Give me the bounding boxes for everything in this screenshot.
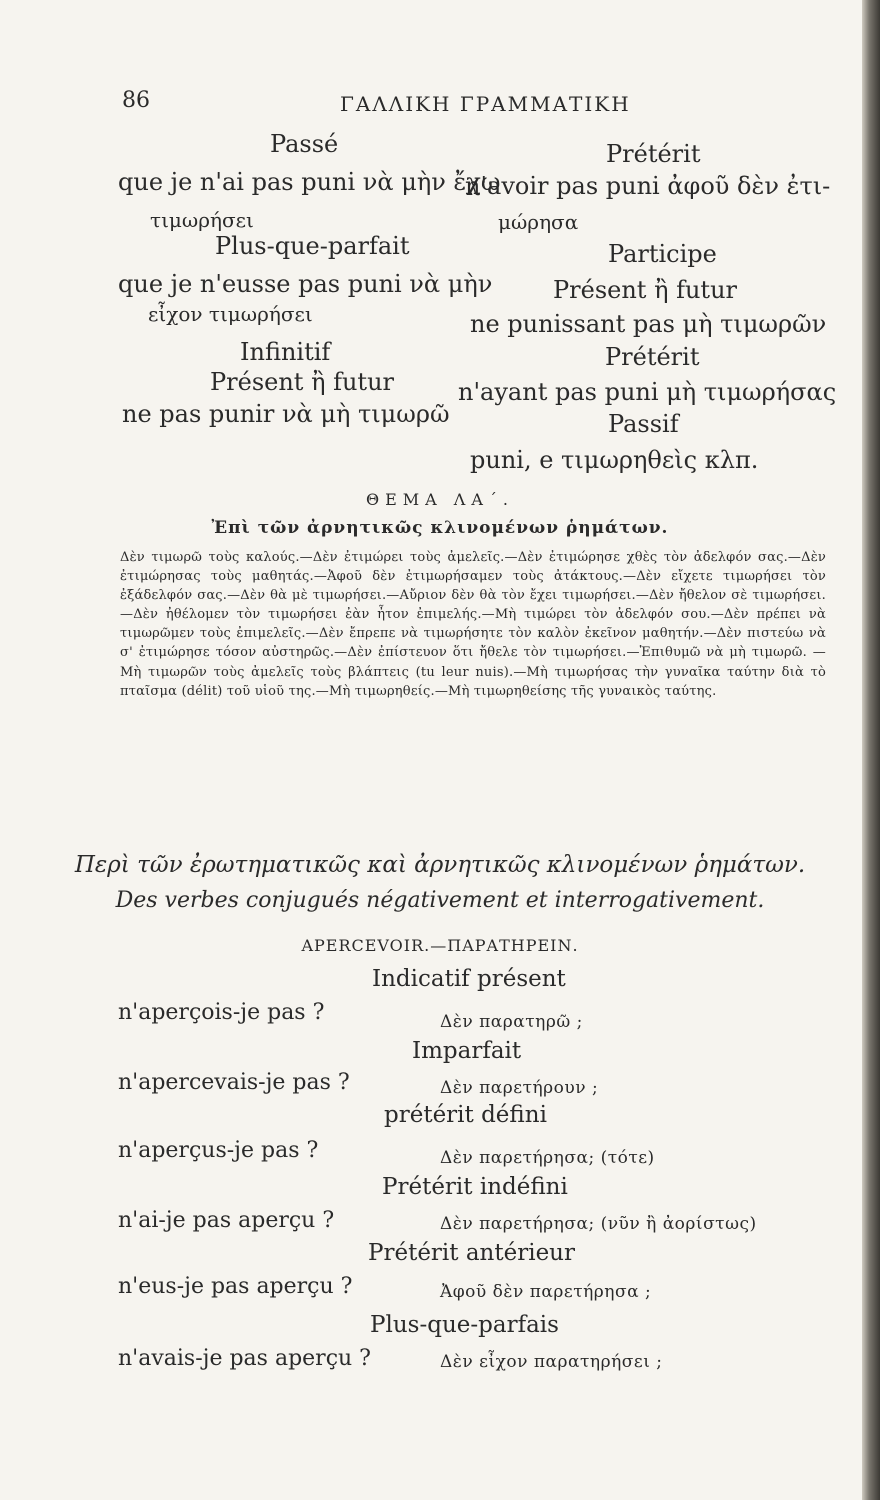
infinitif-label: Infinitif <box>240 338 331 366</box>
ne-punissant: ne punissant pas μὴ τιμωρῶν <box>470 310 827 338</box>
greek-heading: Περὶ τῶν ἐρωτηματικῶς καὶ ἀρνητικῶς κλινομένων ῥημάτων. <box>74 852 806 878</box>
greek-form: Δὲν εἶχον παρατηρήσει ; <box>440 1352 663 1372</box>
french-form: n'apercevais-je pas ? <box>118 1070 350 1095</box>
french-form: n'aperçois-je pas ? <box>118 1000 325 1025</box>
ayant-pas: n'ayant pas puni μὴ τιμωρήσας <box>458 378 837 406</box>
exercise-text: Δὲν τιμωρῶ τοὺς καλούς.—Δὲν ἐτιμώρει τοὺς ἀμελεῖς.—Δὲν ἐτιμώρησε χθὲς τὸν ἀδελφόν σας.—Δὲν ἐτιμώρησας τοὺς μαθητάς.—Ἀφοῦ δὲν ἐτιμωρήσαμεν τοὺς ἀτάκτους.—Δὲν εἴχετε τιμωρήσει τὸν ἐξάδελφόν σας.—Δὲν θὰ μὲ τιμωρήσει.—Αὔριον δὲν θὰ τὸν ἔχει τιμωρήσει.—Δὲν ἤθελον σὲ τιμωρήσει.—Δὲν ἠθέλομεν τὸν τιμωρήσει ἐὰν ἦτον ἐπιμελής.—Μὴ τιμώρει τὸν ἀδελφόν σου.—Δὲν πρέπει νὰ τιμωρῶμεν τοὺς ἐπιμελεῖς.—Δὲν ἔπρεπε νὰ τιμωρήσητε τὸν καλὸν ἐκεῖνον μαθητήν.—Δὲν πιστεύω νὰ σ' ἐτιμώρησε τόσον αὐστηρῶς.—Δὲν ἐπίστευον ὅτι ἤθελε τὸν τιμωρήσει.—Ἐπιθυμῶ νὰ μὴ τιμωρῶ. — Μὴ τιμωρῶν τοὺς ἀμελεῖς τοὺς βλάπτεις (tu leur nuis).—Μὴ τιμωρήσας τὴν γυναῖκα ταύτην διὰ τὸ πταῖσμα (délit) τοῦ υἱοῦ της.—Μὴ τιμωρηθείς.—Μὴ τιμωρηθείσης τῆς γυναικὸς ταύτης. <box>120 550 826 699</box>
ne-pas-punir: ne pas punir νὰ μὴ τιμωρῶ <box>122 400 450 428</box>
greek-form: Δὲν παρετήρησα; (νῦν ἢ ἀορίστως) <box>440 1214 757 1234</box>
tense-label: Imparfait <box>412 1038 522 1064</box>
passe-label: Passé <box>270 130 339 158</box>
tense-label: Prétérit indéfini <box>382 1174 568 1200</box>
french-form: n'ai-je pas aperçu ? <box>118 1208 335 1233</box>
french-form: n'aperçus-je pas ? <box>118 1138 319 1163</box>
puni-line: puni, e τιμωρηθεὶς κλπ. <box>470 446 759 474</box>
page-binding-edge <box>862 0 880 1500</box>
french-form: n'avais-je pas aperçu ? <box>118 1346 371 1371</box>
greek-form: Ἀφοῦ δὲν παρετήρησα ; <box>440 1282 652 1302</box>
exercise-subtitle: Ἐπὶ τῶν ἀρνητικῶς κλινομένων ῥημάτων. <box>211 518 669 538</box>
tense-label: Prétérit antérieur <box>368 1240 575 1266</box>
preterit2-label: Prétérit <box>605 343 700 371</box>
french-heading: Des verbes conjugués négativement et interrogativement. <box>115 888 765 913</box>
french-form: n'eus-je pas aperçu ? <box>118 1274 353 1299</box>
participe-label: Participe <box>608 240 717 268</box>
greek-form: Δὲν παρετήρησα; (τότε) <box>440 1148 655 1168</box>
pqp-cont: εἶχον τιμωρήσει <box>148 302 313 326</box>
greek-form: Δὲν παρετήρουν ; <box>440 1078 599 1098</box>
greek-form: Δὲν παρατηρῶ ; <box>440 1012 583 1032</box>
preterit-label: Prétérit <box>606 140 701 168</box>
inf-present-label: Présent ἢ futur <box>210 368 394 396</box>
preterit-cont: μώρησα <box>498 210 579 234</box>
page-number: 86 <box>122 88 150 113</box>
tense-label: prétérit défini <box>384 1102 547 1128</box>
pqp-line: que je n'eusse pas puni νὰ μὴν <box>118 270 493 298</box>
passe-cont: τιμωρήσει <box>150 208 254 232</box>
preterit-line: n'avoir pas puni ἀφοῦ δὲν ἐτι- <box>465 172 831 200</box>
tense-label: Plus-que-parfais <box>370 1312 559 1338</box>
passif-label: Passif <box>608 410 679 438</box>
passe-line: que je n'ai pas puni νὰ μὴν ἔχω <box>118 168 501 196</box>
verb-title: APERCEVOIR.—ΠΑΡΑΤΗΡΕΙΝ. <box>301 936 579 955</box>
tense-label: Indicatif présent <box>372 966 566 992</box>
present-futur-label: Présent ἢ futur <box>553 276 737 304</box>
running-title: ΓΑΛΛΙΚΗ ΓΡΑΜΜΑΤΙΚΗ <box>340 92 631 116</box>
exercise-title: ΘΕΜΑ ΛΑ΄. <box>365 490 514 509</box>
pqp-label: Plus-que-parfait <box>215 232 410 260</box>
